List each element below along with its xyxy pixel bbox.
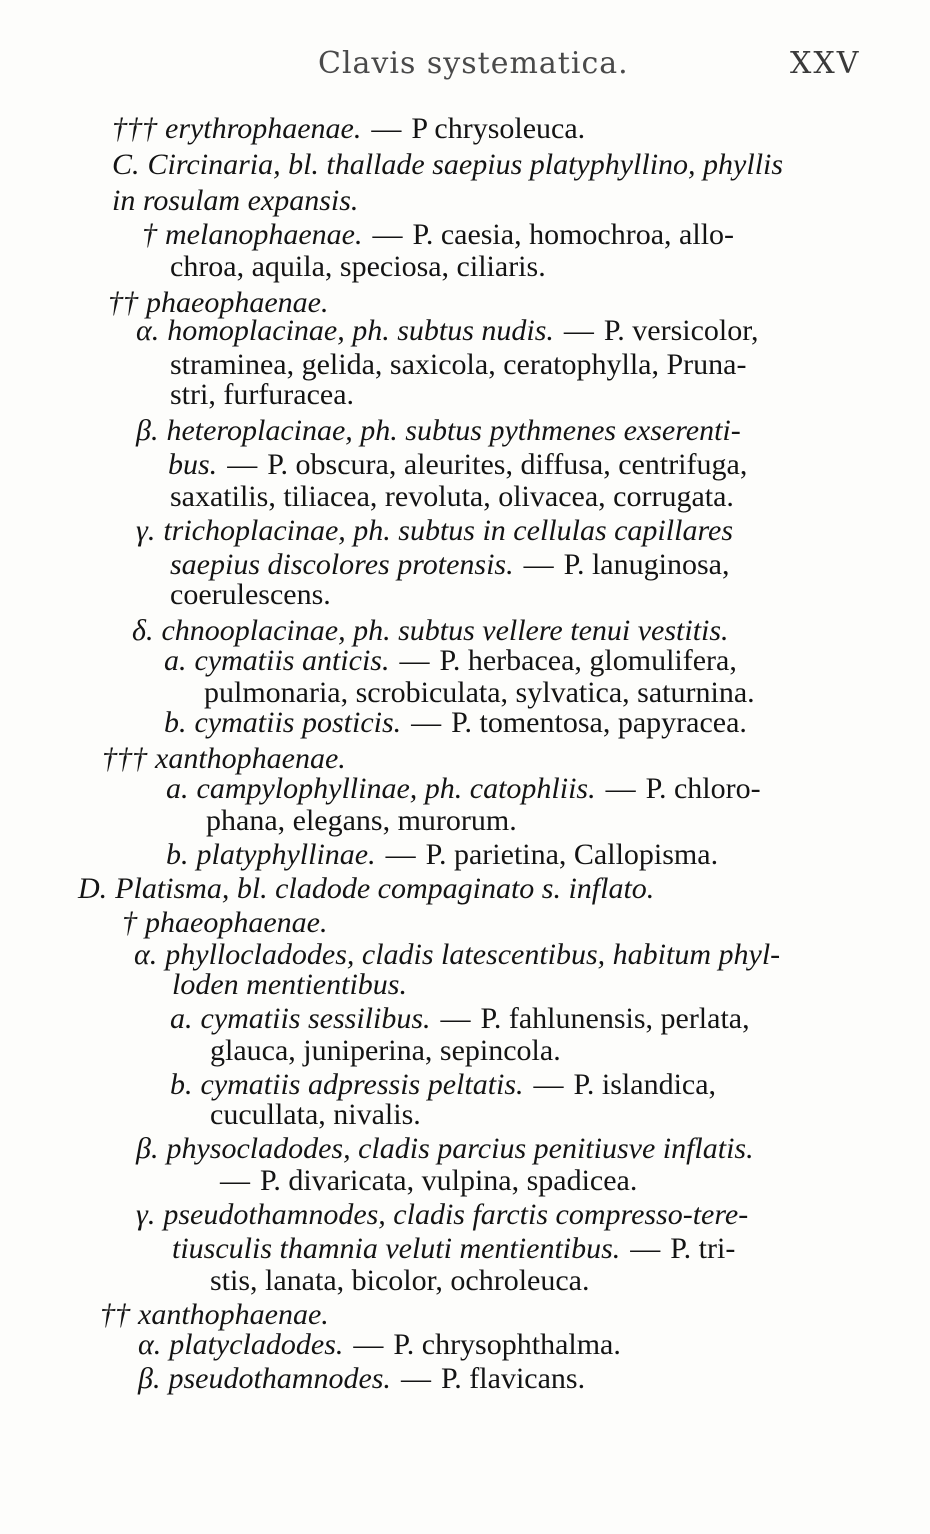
- text-line: [206, 804, 517, 838]
- species-list: P. islandica,: [573, 1068, 717, 1101]
- species-list: P chrysoleuca.: [411, 112, 586, 145]
- text-line: [122, 906, 327, 940]
- species-list: P. caesia, homochroa, allo-: [412, 218, 735, 251]
- taxon-description: chnooplacinae, ph. subtus vellere tenui vestitis.: [161, 614, 729, 647]
- taxon-description: cymatiis sessilibus.: [200, 1002, 431, 1035]
- text-line: [112, 112, 585, 146]
- em-dash: —: [440, 1002, 471, 1035]
- species-list: pulmonaria, scrobiculata, sylvatica, saturnina.: [204, 676, 755, 709]
- text-line: [102, 742, 346, 776]
- species-list: stri, furfuracea.: [170, 378, 355, 411]
- text-line: [136, 414, 741, 448]
- species-list: glauca, juniperina, sepincola.: [210, 1034, 561, 1067]
- taxon-description: xanthophaenae.: [138, 1298, 329, 1331]
- taxon-description: tiusculis thamnia veluti mentientibus.: [172, 1232, 621, 1265]
- em-dash: —: [400, 1362, 431, 1395]
- taxon-description: homoplacinae, ph. subtus nudis.: [167, 314, 554, 347]
- em-dash: —: [399, 644, 430, 677]
- species-list: P. lanuginosa,: [563, 548, 730, 581]
- taxon-description: Circinaria, bl. thallade saepius platyphyllino, phyllis: [147, 148, 784, 181]
- text-line: [166, 772, 761, 806]
- text-line: [136, 1198, 748, 1232]
- text-line: [204, 676, 755, 710]
- species-list: stis, lanata, bicolor, ochroleuca.: [210, 1264, 590, 1297]
- running-header: [0, 38, 930, 88]
- taxon-description: in rosulam expansis.: [112, 184, 359, 217]
- species-list: phana, elegans, murorum.: [206, 804, 517, 837]
- text-line: [136, 314, 759, 348]
- section-marker: b.: [166, 838, 189, 871]
- em-dash: —: [220, 1164, 250, 1197]
- species-list: P. fahlunensis, perlata,: [480, 1002, 750, 1035]
- species-list: P. chrysophthalma.: [393, 1328, 621, 1361]
- species-list: P. divaricata, vulpina, spadicea.: [260, 1164, 638, 1197]
- taxon-description: phaeophaenae.: [146, 286, 329, 319]
- em-dash: —: [227, 448, 258, 481]
- species-list: P. versicolor,: [603, 314, 759, 347]
- text-line: [142, 218, 734, 252]
- species-list: P. herbacea, glomulifera,: [439, 644, 737, 677]
- em-dash: —: [533, 1068, 564, 1101]
- species-list: P. tomentosa, papyracea.: [451, 706, 747, 739]
- text-line: [112, 148, 783, 182]
- section-marker: ††: [100, 1298, 130, 1331]
- text-line: [210, 1098, 421, 1132]
- species-list: P. parietina, Callopisma.: [425, 838, 719, 871]
- text-line: [170, 378, 354, 412]
- text-line: [136, 1132, 754, 1166]
- species-list: P. chloro-: [645, 772, 761, 805]
- taxon-description: cymatiis posticis.: [194, 706, 402, 739]
- em-dash: —: [523, 548, 554, 581]
- text-line: [170, 250, 546, 284]
- text-line: [170, 348, 746, 382]
- taxon-description: trichoplacinae, ph. subtus in cellulas capillares: [163, 514, 733, 547]
- taxon-description: loden mentientibus.: [172, 968, 407, 1001]
- section-marker: C.: [112, 148, 140, 181]
- taxon-description: platyphyllinae.: [196, 838, 376, 871]
- taxon-description: pseudothamnodes, cladis farctis compresso-tere-: [163, 1198, 749, 1231]
- text-line: [164, 644, 737, 678]
- text-line: [78, 872, 654, 906]
- section-marker: a.: [164, 644, 187, 677]
- text-line: [134, 938, 780, 972]
- taxon-description: phaeophaenae.: [145, 906, 328, 939]
- section-marker: δ.: [132, 614, 154, 647]
- taxon-description: physocladodes, cladis parcius penitiusve inflatis.: [166, 1132, 754, 1165]
- section-marker: α.: [136, 314, 160, 347]
- taxon-description: Platisma, bl. cladode compaginato s. inflato.: [115, 872, 655, 905]
- section-marker: β.: [138, 1362, 161, 1395]
- text-line: [138, 1362, 585, 1396]
- text-line: [132, 614, 729, 648]
- section-marker: α.: [134, 938, 158, 971]
- taxon-description: saepius discolores protensis.: [170, 548, 514, 581]
- section-marker: a.: [166, 772, 189, 805]
- em-dash: —: [371, 112, 402, 145]
- em-dash: —: [630, 1232, 661, 1265]
- species-list: saxatilis, tiliacea, revoluta, olivacea, corrugata.: [170, 480, 734, 513]
- taxon-description: cymatiis anticis.: [194, 644, 390, 677]
- section-marker: †††: [112, 112, 157, 145]
- text-line: [136, 514, 733, 548]
- section-marker: β.: [136, 414, 159, 447]
- section-marker: b.: [164, 706, 187, 739]
- running-title: Clavis systematica.: [318, 46, 629, 81]
- section-marker: D.: [78, 872, 108, 905]
- section-marker: γ.: [136, 514, 156, 547]
- text-line: [166, 838, 718, 872]
- taxon-description: cymatiis adpressis peltatis.: [200, 1068, 524, 1101]
- text-line: [210, 1264, 590, 1298]
- taxon-description: pseudothamnodes.: [168, 1362, 391, 1395]
- text-line: [170, 480, 734, 514]
- text-line: [168, 448, 747, 482]
- section-marker: a.: [170, 1002, 193, 1035]
- section-marker: †: [142, 218, 157, 251]
- section-marker: †††: [102, 742, 147, 775]
- taxon-description: melanophaenae.: [165, 218, 363, 251]
- text-line: [210, 1164, 637, 1198]
- species-list: cucullata, nivalis.: [210, 1098, 421, 1131]
- em-dash: —: [411, 706, 442, 739]
- text-line: [112, 184, 358, 218]
- taxon-description: campylophyllinae, ph. catophliis.: [196, 772, 596, 805]
- text-line: [100, 1298, 329, 1332]
- species-list: chroa, aquila, speciosa, ciliaris.: [170, 250, 546, 283]
- species-list: P. tri-: [670, 1232, 736, 1265]
- species-list: P. flavicans.: [440, 1362, 586, 1395]
- section-marker: γ.: [136, 1198, 156, 1231]
- taxon-description: heteroplacinae, ph. subtus pythmenes exserenti-: [166, 414, 741, 447]
- text-line: [172, 968, 407, 1002]
- section-marker: †: [122, 906, 137, 939]
- taxon-description: platycladodes.: [169, 1328, 344, 1361]
- text-line: [170, 578, 331, 612]
- text-line: [210, 1034, 561, 1068]
- text-line: [170, 1068, 716, 1102]
- section-marker: b.: [170, 1068, 193, 1101]
- em-dash: —: [385, 838, 416, 871]
- taxon-description: xanthophaenae.: [155, 742, 346, 775]
- section-marker: β.: [136, 1132, 159, 1165]
- taxon-description: bus.: [168, 448, 218, 481]
- text-line: [170, 1002, 750, 1036]
- taxon-description: erythrophaenae.: [165, 112, 362, 145]
- species-list: coerulescens.: [170, 578, 331, 611]
- text-line: [170, 548, 729, 582]
- species-list: straminea, gelida, saxicola, ceratophylla, Pruna-: [170, 348, 747, 381]
- em-dash: —: [372, 218, 403, 251]
- section-marker: α.: [138, 1328, 162, 1361]
- em-dash: —: [353, 1328, 384, 1361]
- text-line: [138, 1328, 621, 1362]
- species-list: P. obscura, aleurites, diffusa, centrifuga,: [267, 448, 748, 481]
- section-marker: ††: [108, 286, 138, 319]
- em-dash: —: [605, 772, 636, 805]
- taxon-description: phyllocladodes, cladis latescentibus, habitum phyl-: [165, 938, 781, 971]
- em-dash: —: [563, 314, 594, 347]
- page-number: XXV: [790, 46, 861, 81]
- text-line: [172, 1232, 735, 1266]
- text-line: [164, 706, 747, 740]
